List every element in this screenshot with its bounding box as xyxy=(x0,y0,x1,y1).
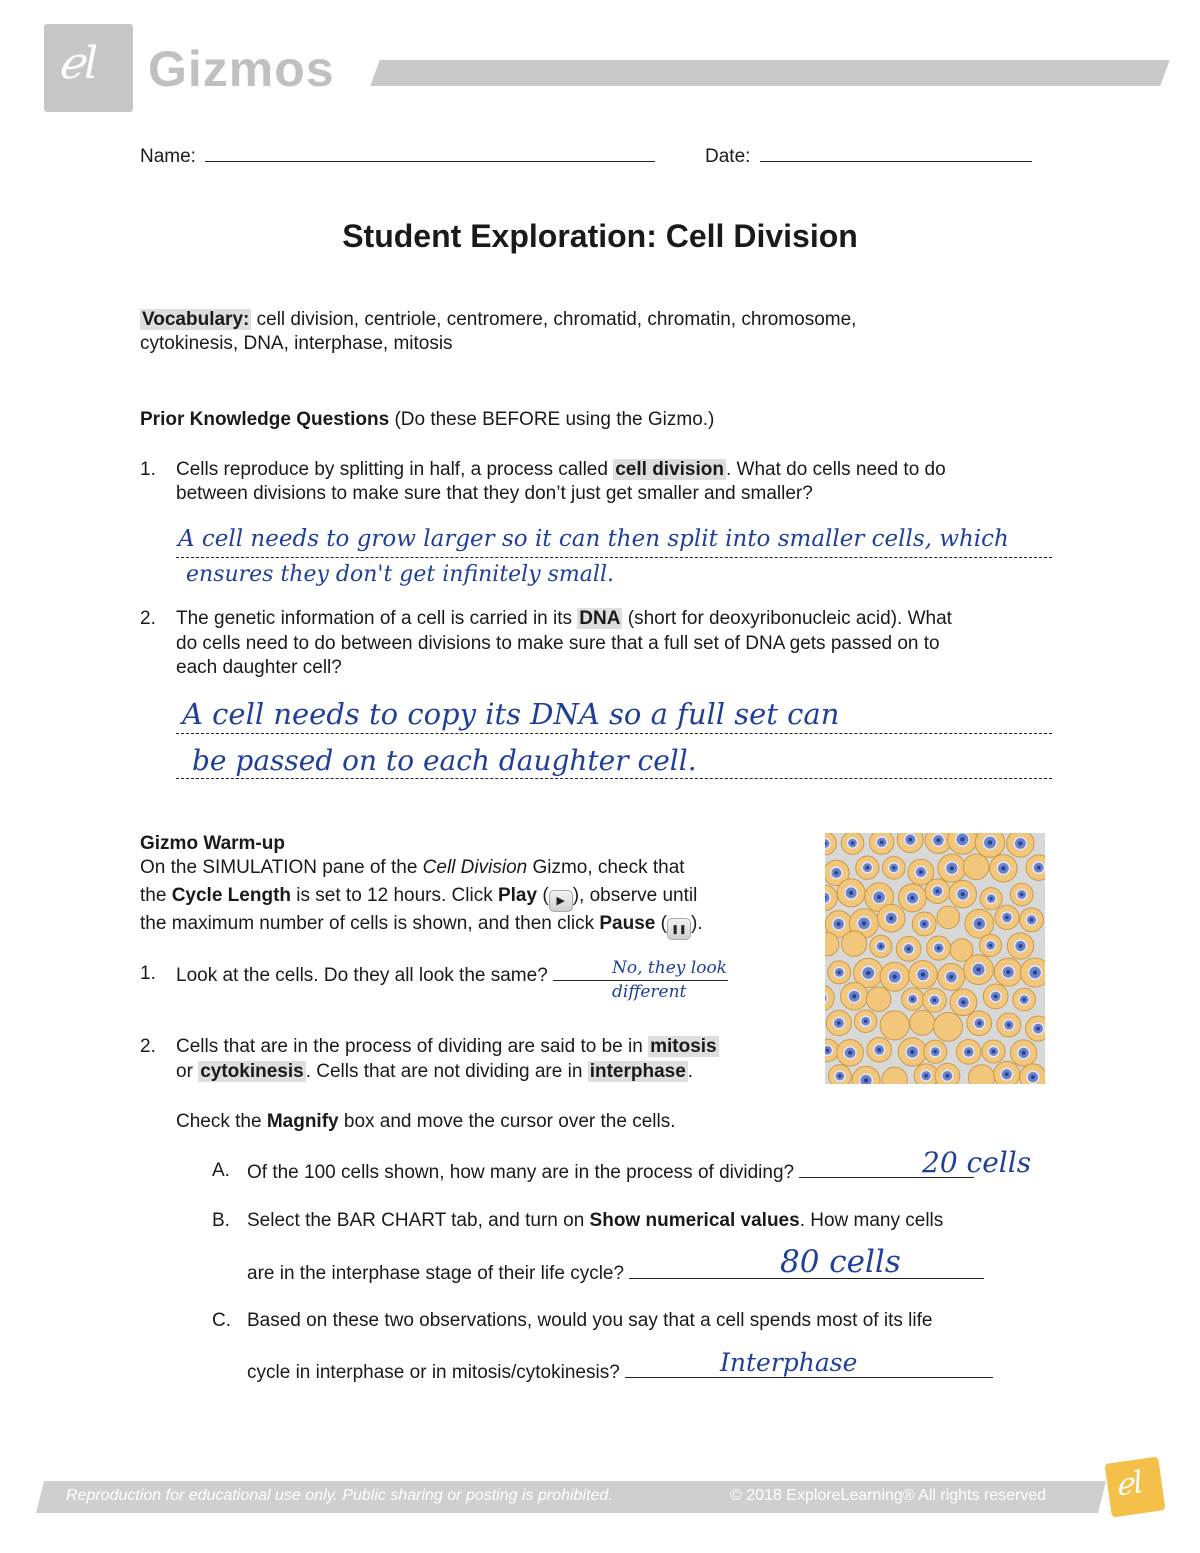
cell xyxy=(937,906,960,929)
answer-line xyxy=(176,557,1052,558)
cell-nucleolus xyxy=(864,1020,867,1023)
cell-nucleolus xyxy=(936,838,940,842)
cell-nucleolus xyxy=(1037,866,1041,870)
cell xyxy=(910,1010,935,1035)
cell-nucleolus xyxy=(1005,1072,1009,1076)
cell-nucleolus xyxy=(849,891,853,895)
cell-nucleolus xyxy=(989,944,992,947)
gizmos-logo xyxy=(44,24,133,112)
name-line xyxy=(205,143,655,162)
cell-nucleolus xyxy=(1031,1075,1035,1079)
vocabulary-label: Vocabulary: xyxy=(142,309,250,330)
cell-nucleolus xyxy=(866,971,870,975)
logo-mark: ℯl xyxy=(58,38,99,89)
sub-a-text: Of the 100 cells shown, how many are in the process of dividing? xyxy=(247,1159,974,1185)
cell-nucleolus xyxy=(1005,916,1009,920)
cell-nucleolus xyxy=(1020,893,1023,896)
date-label: Date: xyxy=(705,146,751,167)
date-line xyxy=(760,143,1032,162)
cell-nucleolus xyxy=(976,967,980,971)
cell-nucleolus xyxy=(961,892,965,896)
sub-a-answer[interactable]: 20 cells xyxy=(922,1146,1032,1179)
cell-nucleolus xyxy=(977,921,981,925)
cell-nucleolus xyxy=(892,975,896,979)
term-cell-division: cell division xyxy=(615,459,724,480)
prior-q1-text: Cells reproduce by splitting in half, a process called cell division . What do cells need to do xyxy=(176,459,946,480)
cell xyxy=(934,1012,963,1041)
cell-nucleolus xyxy=(992,1050,995,1053)
cell-nucleolus xyxy=(851,841,854,844)
cell-nucleolus xyxy=(880,840,884,844)
cell-nucleolus xyxy=(1019,944,1023,948)
cell-nucleolus xyxy=(960,837,964,841)
term-cytokinesis: cytokinesis xyxy=(200,1061,304,1082)
cell-nucleolus xyxy=(877,895,881,899)
cell-nucleolus xyxy=(924,1074,928,1078)
cell-nucleolus xyxy=(933,998,937,1002)
prior-knowledge-heading: Prior Knowledge Questions (Do these BEFORE using the Gizmo.) xyxy=(140,409,715,430)
cell-nucleolus xyxy=(950,866,954,870)
cell-nucleolus xyxy=(937,946,941,950)
warmup-q2-number: 2. xyxy=(140,1036,156,1057)
sub-c-text: Based on these two observations, would you say that a cell spends most of its life xyxy=(247,1310,933,1331)
cell-nucleolus xyxy=(988,840,992,844)
cell xyxy=(866,987,891,1012)
footer-logo-mark: ℯl xyxy=(1113,1465,1146,1504)
warmup-q1-answer[interactable]: No, they look different xyxy=(612,958,727,1002)
answer-line xyxy=(176,733,1052,734)
cell-nucleolus xyxy=(919,870,923,874)
prior-q1-number: 1. xyxy=(140,459,156,480)
cell-nucleolus xyxy=(838,1074,841,1077)
pause-icon: ❚❚ xyxy=(667,918,691,940)
cell-nucleolus xyxy=(907,947,911,951)
cell-nucleolus xyxy=(994,995,998,999)
prior-q1-answer-2[interactable]: ensures they don't get infinitely small. xyxy=(186,562,614,587)
warmup-heading: Gizmo Warm-up xyxy=(140,833,285,854)
prior-q2-answer-1[interactable]: A cell needs to copy its DNA so a full set can xyxy=(182,697,840,731)
cell-nucleolus xyxy=(1022,1051,1026,1055)
cell-nucleolus xyxy=(864,1078,868,1082)
cell-nucleolus xyxy=(892,866,895,869)
cell-nucleolus xyxy=(877,1048,881,1052)
cell-nucleolus xyxy=(967,1050,971,1054)
prior-q2-answer-2[interactable]: be passed on to each daughter cell. xyxy=(192,744,697,777)
prior-q2-line2: do cells need to do between divisions to make sure that a full set of DNA gets passed on to xyxy=(176,633,940,654)
cell-nucleolus xyxy=(922,922,926,926)
name-field[interactable] xyxy=(140,143,655,169)
warmup-q2-text: Cells that are in the process of dividing are said to be in mitosis xyxy=(176,1036,717,1057)
cell-nucleolus xyxy=(946,1074,950,1078)
cell xyxy=(841,931,866,956)
cell-nucleolus xyxy=(910,1050,914,1054)
sub-b-answer[interactable]: 80 cells xyxy=(780,1244,901,1280)
term-mitosis: mitosis xyxy=(650,1036,717,1057)
answer-line xyxy=(176,778,1052,779)
cell xyxy=(880,1011,909,1040)
sub-a-letter: A. xyxy=(212,1160,230,1181)
cell-nucleolus xyxy=(852,994,856,998)
prior-q2-text: The genetic information of a cell is carried in its DNA (short for deoxyribonucleic acid). What xyxy=(176,608,952,629)
vocabulary-line-1: Vocabulary: cell division, centriole, centromere, chromatid, chromatin, chromosome, xyxy=(142,309,857,330)
term-interphase: interphase xyxy=(589,1061,686,1082)
brand-name: Gizmos xyxy=(148,41,335,97)
warmup-line-3: the maximum number of cells is shown, and then click Pause ( ❚❚ ). xyxy=(140,912,703,940)
name-label: Name: xyxy=(140,146,196,167)
cell-nucleolus xyxy=(949,975,953,979)
term-dna: DNA xyxy=(579,608,621,629)
cell-nucleolus xyxy=(911,997,914,1000)
cell-nucleolus xyxy=(1001,866,1005,870)
cell-nucleolus xyxy=(838,971,841,974)
magnify-instruction: Check the Magnify box and move the cursor over the cells. xyxy=(176,1111,676,1132)
cell-nucleolus xyxy=(1022,998,1025,1001)
vocabulary-line-2: cytokinesis, DNA, interphase, mitosis xyxy=(140,333,453,354)
warmup-q2-line2: or cytokinesis . Cells that are not dividing are in interphase . xyxy=(176,1061,694,1082)
cell-nucleolus xyxy=(1030,918,1034,922)
warmup-q1-text: Look at the cells. Do they all look the same? xyxy=(176,962,728,988)
prior-q1-line2: between divisions to make sure that they don’t just get smaller and smaller? xyxy=(176,483,813,504)
cell-nucleolus xyxy=(826,1049,829,1052)
cell-nucleolus xyxy=(834,871,838,875)
sub-c-letter: C. xyxy=(212,1310,231,1331)
header-bar xyxy=(370,60,1169,86)
sub-b-line2: are in the interphase stage of their life cycle? xyxy=(247,1260,984,1286)
cell-nucleolus xyxy=(837,1021,841,1025)
cell-nucleolus xyxy=(1033,970,1037,974)
cell-simulation-image xyxy=(825,833,1045,1084)
page-title: Student Exploration: Cell Division xyxy=(342,218,858,254)
cell-nucleolus xyxy=(889,916,893,920)
cell-nucleolus xyxy=(989,897,992,900)
play-icon: ▶ xyxy=(549,890,573,912)
cell-nucleolus xyxy=(921,972,925,976)
cell xyxy=(963,854,989,880)
warmup-line-1: On the SIMULATION pane of the Cell Division Gizmo, check that xyxy=(140,857,685,878)
cell-nucleolus xyxy=(910,896,914,900)
footer-logo xyxy=(1105,1457,1166,1518)
cell-nucleolus xyxy=(977,1021,981,1025)
cell-nucleolus xyxy=(908,838,912,842)
cell-nucleolus xyxy=(848,1051,852,1055)
cell-nucleolus xyxy=(1018,841,1022,845)
sub-b-letter: B. xyxy=(212,1210,230,1231)
prior-q2-number: 2. xyxy=(140,608,156,629)
cell-nucleolus xyxy=(837,922,841,926)
prior-q2-line3: each daughter cell? xyxy=(176,657,342,678)
cell-nucleolus xyxy=(862,921,866,925)
prior-q1-answer-1[interactable]: A cell needs to grow larger so it can then split into smaller cells, which xyxy=(178,526,1009,552)
cell-nucleolus xyxy=(936,889,940,893)
footer-copyright: © 2018 ExploreLearning® All rights reserved xyxy=(730,1487,1047,1504)
footer-disclaimer: Reproduction for educational use only. Public sharing or posting is prohibited. xyxy=(66,1487,613,1504)
cell-nucleolus xyxy=(933,1050,936,1053)
warmup-line-2: the Cycle Length is set to 12 hours. Click Play ( ▶ ), observe until xyxy=(140,884,697,912)
warmup-q1-number: 1. xyxy=(140,963,156,984)
cell-nucleolus xyxy=(879,945,882,948)
date-field[interactable] xyxy=(705,143,1032,169)
cell-nucleolus xyxy=(866,866,869,869)
sub-b-text: Select the BAR CHART tab, and turn on Show numerical values. How many cells xyxy=(247,1210,944,1231)
cell-nucleolus xyxy=(1006,970,1010,974)
sub-c-answer[interactable]: Interphase xyxy=(720,1348,858,1377)
sub-c-line2: cycle in interphase or in mitosis/cytokinesis? xyxy=(247,1359,993,1385)
cell-nucleolus xyxy=(1007,1023,1011,1027)
cell-nucleolus xyxy=(961,1000,965,1004)
cell-nucleolus xyxy=(1036,1027,1040,1031)
